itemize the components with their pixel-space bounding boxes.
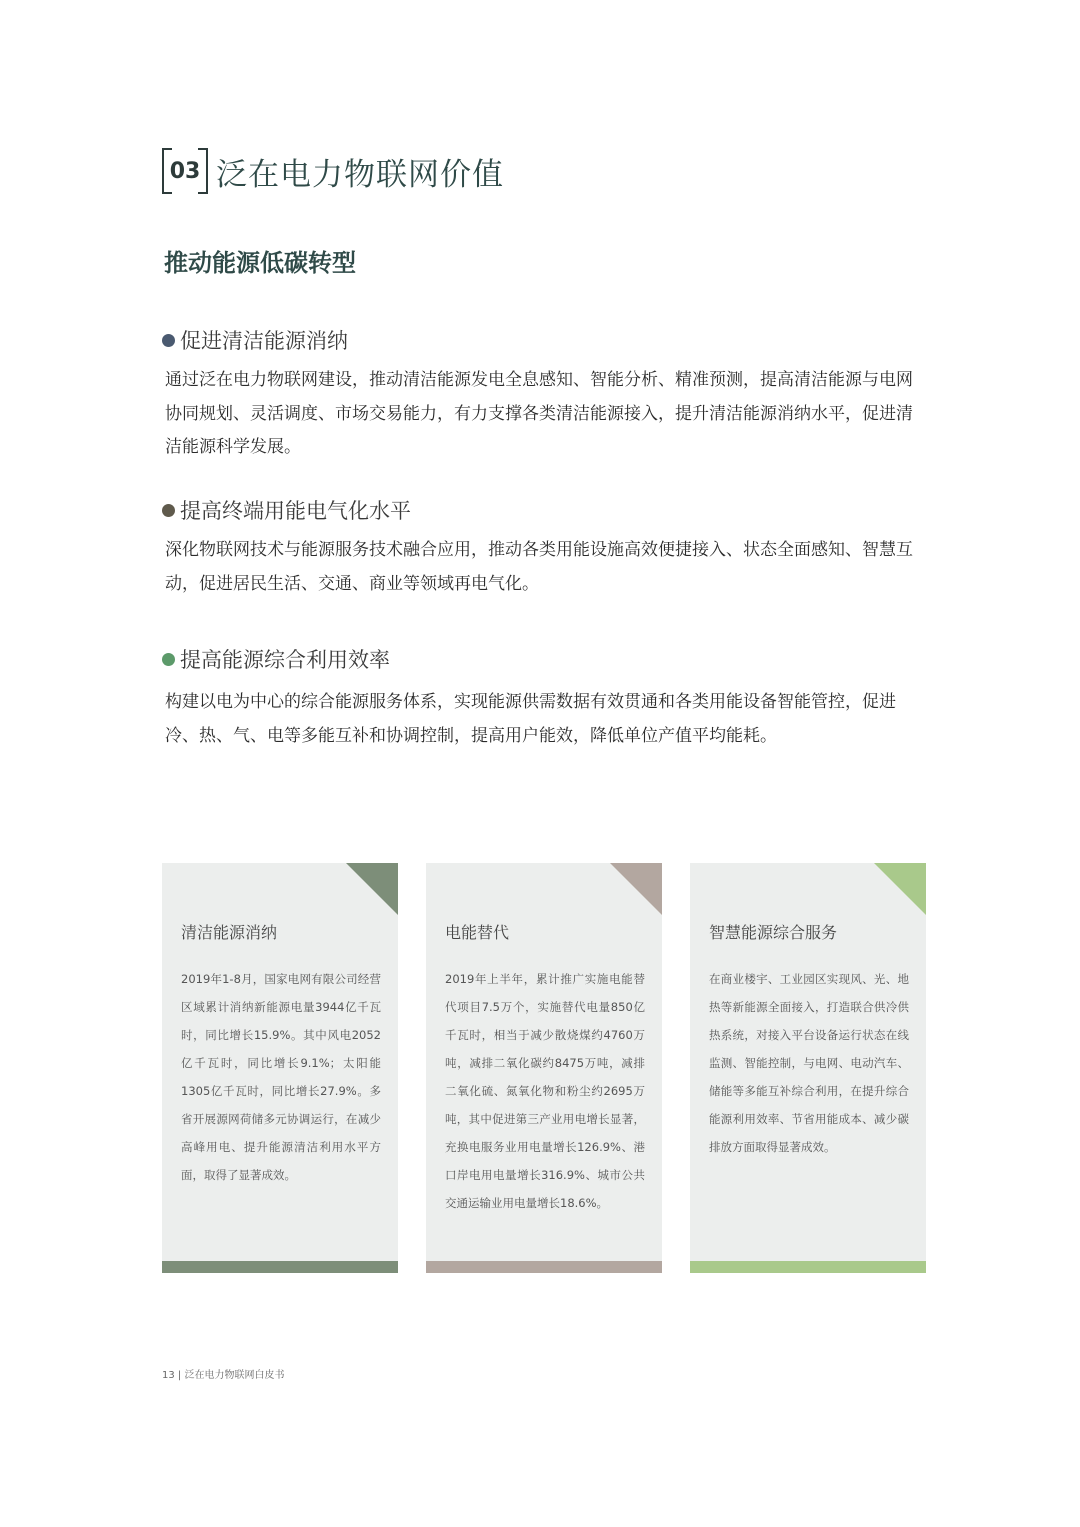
subsection-heading-2 bbox=[162, 495, 411, 525]
chapter-heading bbox=[162, 146, 504, 196]
corner-triangle-icon bbox=[346, 863, 398, 915]
section-title: 推动能源低碳转型 bbox=[164, 249, 356, 277]
card-title: 智慧能源综合服务 bbox=[709, 923, 838, 942]
card-electric-substitution bbox=[426, 863, 662, 1273]
card-title: 清洁能源消纳 bbox=[181, 923, 278, 942]
subsection-title: 提高能源综合利用效率 bbox=[180, 648, 390, 672]
subsection-heading-3 bbox=[162, 644, 390, 674]
subsection-heading-1 bbox=[162, 325, 348, 355]
document-title: 泛在电力物联网白皮书 bbox=[184, 1370, 285, 1381]
bullet-dot-icon bbox=[162, 334, 175, 347]
page-footer bbox=[162, 1366, 284, 1381]
bullet-dot-icon bbox=[162, 504, 175, 517]
footer-separator: | bbox=[177, 1370, 182, 1381]
card-accent-bar bbox=[162, 1261, 398, 1273]
chapter-title: 泛在电力物联网价值 bbox=[216, 156, 504, 193]
bullet-dot-icon bbox=[162, 653, 175, 666]
chapter-number: 03 bbox=[162, 148, 208, 194]
card-accent-bar bbox=[426, 1261, 662, 1273]
card-text: 2019年上半年，累计推广实施电能替代项目7.5万个，实施替代电量850亿千瓦时，相当于减少散烧煤约4760万吨，减排二氧化碳约8475万吨，减排二氧化硫、氮氧化物和粉尘约2695万吨，其中促进第三产业用电增长显著，充换电服务业用电量增长126.9%、港口岸电用电量增长316.9%、城市公共交通运输业用电量增长18.6%。 bbox=[445, 972, 645, 1210]
card-text: 2019年1-8月，国家电网有限公司经营区域累计消纳新能源电量3944亿千瓦时，同比增长15.9%。其中风电2052亿千瓦时，同比增长9.1%；太阳能1305亿千瓦时，同比增长27.9%。多省开展源网荷储多元协调运行，在减少高峰用电、提升能源清洁利用水平方面，取得了显著成效。 bbox=[181, 972, 381, 1182]
subsection-title: 促进清洁能源消纳 bbox=[180, 329, 348, 353]
subsection-title: 提高终端用能电气化水平 bbox=[180, 499, 411, 523]
card-smart-energy-service bbox=[690, 863, 926, 1273]
card-clean-energy bbox=[162, 863, 398, 1273]
page-number: 13 bbox=[162, 1370, 175, 1381]
subsection-body-2: 深化物联网技术与能源服务技术融合应用，推动各类用能设施高效便捷接入、状态全面感知、智慧互动，促进居民生活、交通、商业等领域再电气化。 bbox=[165, 540, 913, 594]
card-title: 电能替代 bbox=[445, 923, 510, 942]
subsection-body-1: 通过泛在电力物联网建设，推动清洁能源发电全息感知、智能分析、精准预测，提高清洁能源与电网协同规划、灵活调度、市场交易能力，有力支撑各类清洁能源接入，提升清洁能源消纳水平，促进清洁能源科学发展。 bbox=[165, 370, 913, 457]
subsection-body-3: 构建以电为中心的综合能源服务体系，实现能源供需数据有效贯通和各类用能设备智能管控，促进冷、热、气、电等多能互补和协调控制，提高用户能效，降低单位产值平均能耗。 bbox=[165, 692, 896, 746]
corner-triangle-icon bbox=[874, 863, 926, 915]
card-accent-bar bbox=[690, 1261, 926, 1273]
corner-triangle-icon bbox=[610, 863, 662, 915]
card-text: 在商业楼宇、工业园区实现风、光、地热等新能源全面接入，打造联合供冷供热系统，对接入平台设备运行状态在线监测、智能控制，与电网、电动汽车、储能等多能互补综合利用，在提升综合能源利用效率、节省用能成本、减少碳排放方面取得显著成效。 bbox=[709, 972, 909, 1154]
